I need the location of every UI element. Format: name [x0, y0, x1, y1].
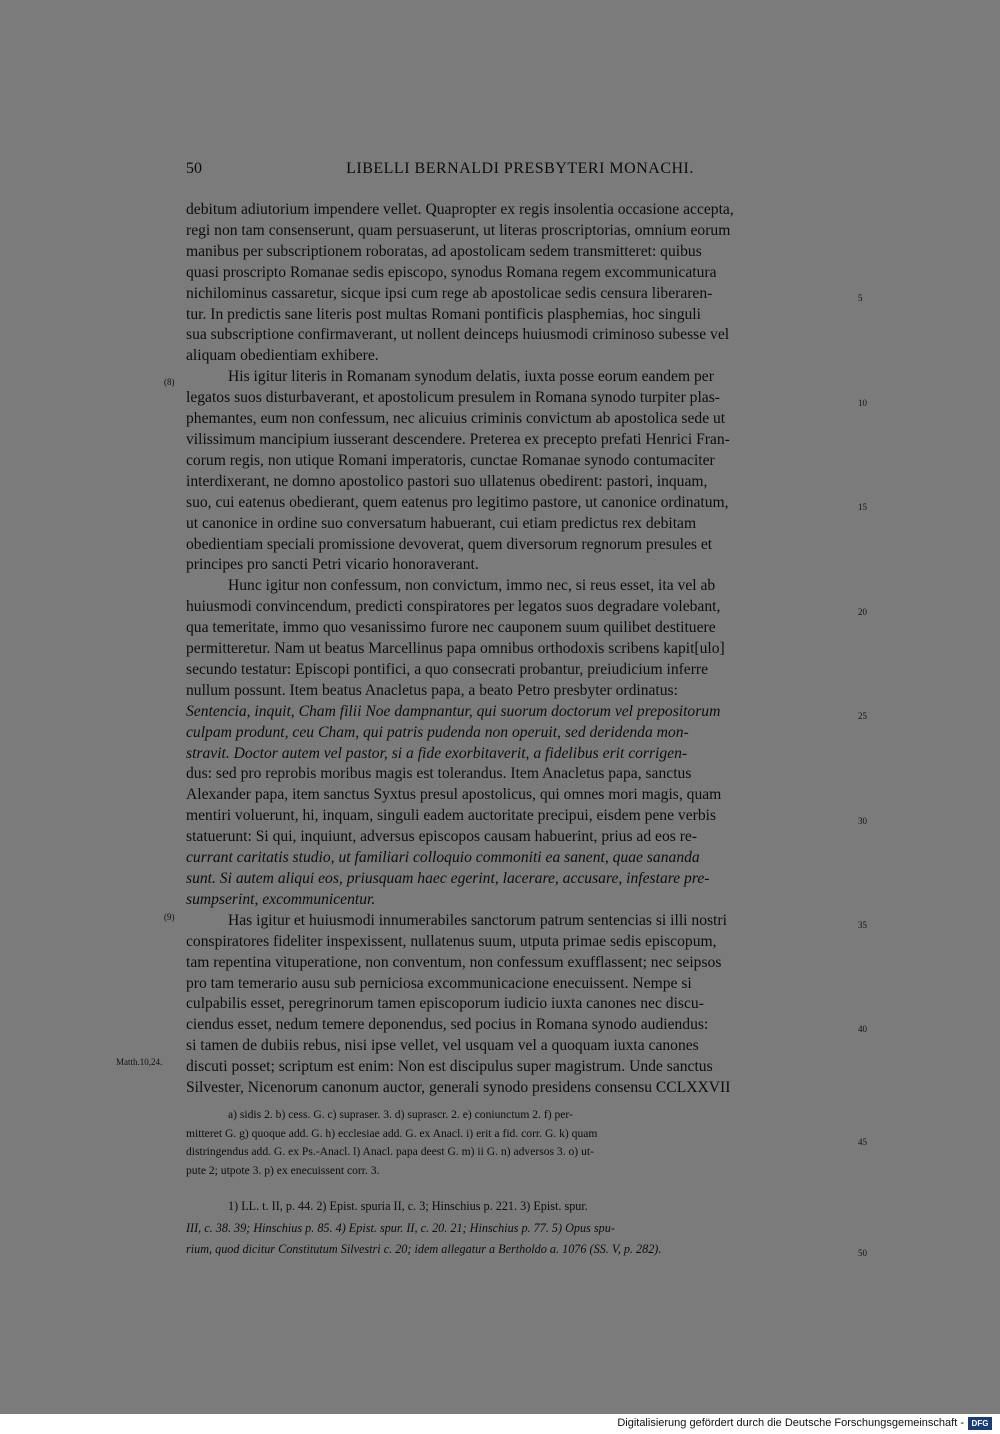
- text-line: regi non tam consenserunt, quam persuaserunt, ut literas proscriptorias, omnium eorum: [186, 221, 731, 239]
- section-marker: (8): [164, 377, 175, 387]
- text-line: stravit. Doctor autem vel pastor, si a fide exorbitaverit, a fidelibus erit corrigen-: [186, 744, 688, 762]
- text-line: suo, cui eatenus obedierant, quem eatenus pro legitimo pastore, ut canonice ordinatum,: [186, 493, 729, 511]
- critical-apparatus: [186, 1106, 854, 1180]
- text-line: obedientiam speciali promissione devoverat, quem diversorum regnorum presules et: [186, 535, 713, 553]
- text-line: ut canonice in ordine suo conversatum habuerant, cui etiam predictus rex debitam: [186, 514, 697, 532]
- running-title: LIBELLI BERNALDI PRESBYTERI MONACHI.: [346, 160, 694, 177]
- text-line: culpabilis esset, peregrinorum tamen episcoporum iudicio iuxta canones nec discu-: [186, 995, 704, 1013]
- source-note-line: III, c. 38. 39; Hinschius p. 85. 4) Epist. spur. II, c. 20. 21; Hinschius p. 77. 5) Opus spu-: [186, 1220, 615, 1235]
- source-note-line: 1) LL. t. II, p. 44. 2) Epist. spuria II, c. 3; Hinschius p. 221. 3) Epist. spur.: [228, 1199, 588, 1213]
- text-line: statuerunt: Si qui, inquiunt, adversus episcopos causam habuerint, prius ad eos re-: [186, 828, 698, 846]
- text-line: permitteretur. Nam ut beatus Marcellinus papa omnibus orthodoxis scribens kapit[ulo]: [186, 640, 725, 658]
- paragraph: [186, 576, 854, 911]
- line-number: 45: [858, 1137, 867, 1147]
- text-line: dus: sed pro reprobis moribus magis est tolerandus. Item Anacletus papa, sanctus: [186, 765, 692, 783]
- paragraph: [186, 200, 854, 367]
- text-line: conspiratores fideliter inspexissent, nullatenus suum, utputa primae sedis episcopum,: [186, 932, 717, 950]
- funding-credit: Digitalisierung gefördert durch die Deutsche Forschungsgemeinschaft -: [617, 1417, 964, 1429]
- text-line: tam repentina vituperatione, non conventum, non confessum exufflassent; nec seipsos: [186, 953, 722, 971]
- text-line: tur. In predictis sane literis post multas Romani pontificis plasphemias, hoc singuli: [186, 305, 701, 323]
- line-number: 40: [858, 1024, 867, 1034]
- text-line: phemantes, eum non confessum, nec alicuius criminis convictum ab apostolica sede ut: [186, 410, 726, 428]
- text-line: vilissimum mancipium iusserant descendere. Preterea ex precepto prefati Henrici Fran-: [186, 430, 730, 448]
- text-line: manibus per subscriptionem roboratas, ad apostolicam sedem transmitteret: quibus: [186, 242, 702, 260]
- text-line: Alexander papa, item sanctus Syxtus presul apostolicus, qui omnes mori magis, quam: [186, 786, 722, 804]
- line-number: 15: [858, 502, 867, 512]
- text-line: interdixerant, ne domno apostolico pastori suo ullatenus obedirent: pastori, inquam,: [186, 472, 708, 490]
- text-line: Sentencia, inquit, Cham filii Noe dampnantur, qui suorum doctorum vel prepositorum: [186, 702, 721, 720]
- text-line: nullum possunt. Item beatus Anacletus papa, a beato Petro presbyter ordinatus:: [186, 681, 678, 699]
- text-line: aliquam obedientiam exhibere.: [186, 347, 379, 365]
- text-line: si tamen de dubiis rebus, nisi ipse vellet, vel usquam vel a quoquam iuxta canones: [186, 1037, 699, 1055]
- text-line: mentiri voluerunt, hi, inquam, singuli eadem auctoritate precipui, eisdem pene verbis: [186, 807, 717, 825]
- bible-reference: Matth.10,24.: [116, 1057, 163, 1067]
- apparatus-line: mitteret G. g) quoque add. G. h) ecclesiae add. G. ex Anacl. i) erit a fid. corr. G. k) quam: [186, 1126, 598, 1140]
- line-number: 25: [858, 711, 867, 721]
- text-line: His igitur literis in Romanam synodum delatis, iuxta posse eorum eandem per: [228, 368, 714, 386]
- line-number: 20: [858, 607, 867, 617]
- line-number: 5: [858, 293, 863, 303]
- text-line: discuti posset; scriptum est enim: Non est discipulus super magistrum. Unde sanctus: [186, 1058, 713, 1076]
- text-line: sumpserint, excommunicentur.: [186, 890, 376, 908]
- text-line: ciendus esset, nedum temere deponendus, sed pocius in Romana synodo audiendus:: [186, 1016, 709, 1034]
- line-number: 35: [858, 920, 867, 930]
- section-marker: (9): [164, 912, 175, 922]
- paragraph: [186, 911, 854, 1099]
- text-line: legatos suos disturbaverant, et apostolicum presulem in Romana synodo turpiter plas-: [186, 389, 720, 407]
- footer-bar: [0, 1414, 1000, 1434]
- apparatus-line: pute 2; utpote 3. p) ex enecuissent corr. 3.: [186, 1163, 380, 1177]
- page-header: [186, 160, 854, 184]
- text-line: Has igitur et huiusmodi innumerabiles sanctorum patrum sentencias si illi nostri: [228, 911, 727, 929]
- line-number: 30: [858, 816, 867, 826]
- text-line: sua subscriptione confirmaverant, ut nollent deinceps huiusmodi criminoso subesse vel: [186, 326, 730, 344]
- dfg-logo: DFG: [968, 1417, 992, 1430]
- apparatus-line: a) sidis 2. b) cess. G. c) supraser. 3. d) suprascr. 2. e) coniunctum 2. f) per-: [228, 1108, 573, 1121]
- line-number: 10: [858, 398, 867, 408]
- text-line: huiusmodi convincendum, predicti conspiratores per legatos suos degradare volebant,: [186, 598, 721, 616]
- text-line: quasi proscripto Romanae sedis episcopo, synodus Romana regem excommunicatura: [186, 263, 717, 281]
- text-line: currant caritatis studio, ut familiari colloquio commoniti ea sanent, quae sananda: [186, 849, 700, 867]
- text-line: nichilominus cassaretur, sicque ipsi cum rege ab apostolicae sedis censura liberaren-: [186, 284, 713, 302]
- paragraph: [186, 367, 854, 576]
- text-line: debitum adiutorium impendere vellet. Quapropter ex regis insolentia occasione accepta,: [186, 201, 734, 218]
- text-line: qua temeritate, immo quo vesanissimo furore nec cauponem suum quilibet destituere: [186, 619, 716, 637]
- text-line: Hunc igitur non confessum, non convictum, immo nec, si reus esset, ita vel ab: [228, 577, 716, 595]
- text-line: secundo testatur: Episcopi pontifici, a quo consecrati probantur, preiudicium inferre: [186, 660, 709, 678]
- page-number: 50: [186, 160, 202, 177]
- apparatus-line: distringendus add. G. ex Ps.-Anacl. l) Anacl. papa deest G. m) ii G. n) adversos 3. o) ut-: [186, 1145, 594, 1158]
- source-notes: [186, 1196, 854, 1261]
- source-note-line: rium, quod dicitur Constitutum Silvestri c. 20; idem allegatur a Bertholdo a. 1076 (SS. V, p. 282).: [186, 1242, 662, 1256]
- line-number: 50: [858, 1248, 867, 1258]
- text-line: corum regis, non utique Romani imperatoris, cunctae Romanae synodo contumaciter: [186, 451, 715, 469]
- text-line: sunt. Si autem aliqui eos, priusquam haec egerint, lacerare, accusare, infestare pre-: [186, 870, 710, 887]
- text-line: culpam produnt, ceu Cham, qui patris pudenda non operuit, sed deridenda mon-: [186, 723, 689, 741]
- text-line: pro tam temerario ausu sub perniciosa excommunicacione enecuissent. Nempe si: [186, 974, 692, 992]
- text-line: principes pro sancti Petri vicario honoraverant.: [186, 556, 479, 574]
- main-text: [186, 200, 854, 1099]
- text-line: Silvester, Nicenorum canonum auctor, generali synodo presidens consensu CCLXXVII: [186, 1079, 731, 1097]
